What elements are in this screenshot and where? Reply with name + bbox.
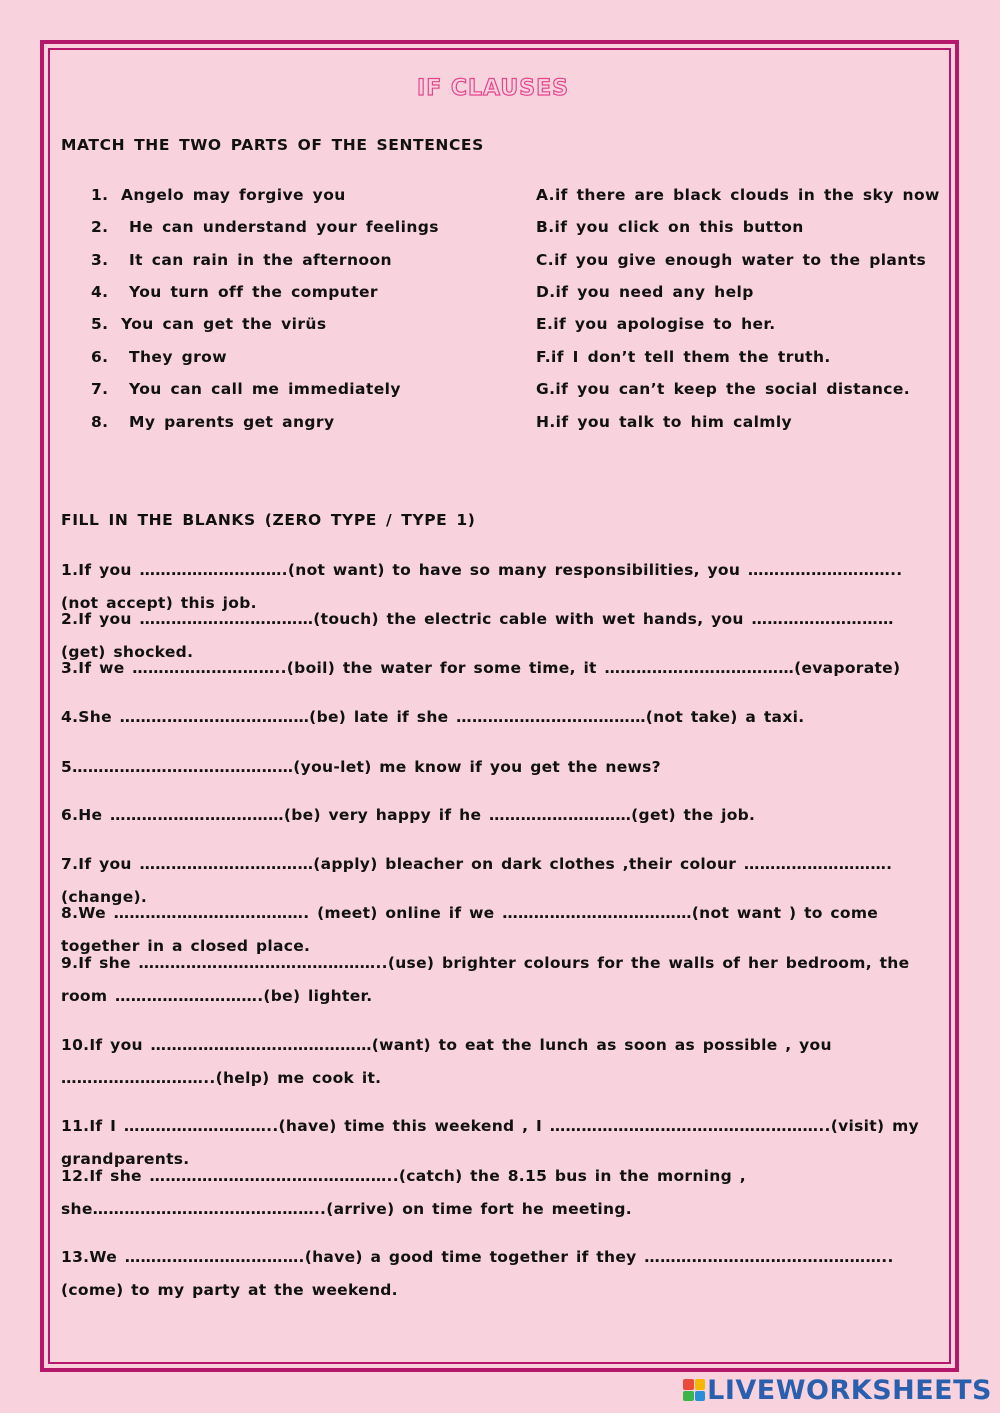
match-left-item-1: 1. Angelo may forgive you <box>91 186 346 204</box>
fill-item-12: 12.If she ………………………………………..(catch) the 8.15 bus in the morning , she……………………………………..(arrive) on time fort he meeting. <box>61 1167 754 1218</box>
fill-item-11: 11.If I ………………………..(have) time this weekend , I ……………………………………………..(visit) my grandparents. <box>61 1117 927 1168</box>
match-left-item-8: 8. My parents get angry <box>91 413 335 431</box>
worksheet-title: IF CLAUSES <box>417 76 569 101</box>
fill-item-7: 7.If you ……………………………(apply) bleacher on dark clothes ,their colour ……………………….(change). <box>61 855 893 906</box>
match-left-item-5: 5. You can get the virüs <box>91 315 327 333</box>
fill-item-2: 2.If you ……………………………(touch) the electric cable with wet hands, you ………………………(get) shocked. <box>61 610 894 661</box>
match-right-item-f: F.if I don’t tell them the truth. <box>536 348 831 366</box>
liveworksheets-logo <box>683 1375 992 1405</box>
match-left-item-4: 4. You turn off the computer <box>91 283 378 301</box>
liveworksheets-icon <box>683 1379 705 1401</box>
fill-item-5: 5……………………………………(you-let) me know if you get the news? <box>61 758 661 776</box>
match-right-item-b: B.if you click on this button <box>536 218 804 236</box>
match-right-item-g: G.if you can’t keep the social distance. <box>536 380 911 398</box>
match-right-item-c: C.if you give enough water to the plants <box>536 251 927 269</box>
fill-item-4: 4.She ………………………………(be) late if she ………………………………(not take) a taxi. <box>61 708 805 726</box>
fill-item-8: 8.We ………………………………. (meet) online if we ………………………………(not want ) to come together in a closed place. <box>61 904 886 955</box>
fill-item-1: 1.If you ……………………….(not want) to have so many responsibilities, you ………………………..(not accept) this job. <box>61 561 903 612</box>
match-left-item-6: 6. They grow <box>91 348 227 366</box>
match-left-item-7: 7. You can call me immediately <box>91 380 401 398</box>
match-left-item-2: 2. He can understand your feelings <box>91 218 439 236</box>
fill-item-13: 13.We …………………………….(have) a good time together if they ………………………………………..(come) to my party at the weekend. <box>61 1248 894 1299</box>
match-left-item-3: 3. It can rain in the afternoon <box>91 251 392 269</box>
liveworksheets-wordmark: LIVEWORKSHEETS <box>707 1374 992 1406</box>
match-right-item-a: A.if there are black clouds in the sky now <box>536 186 940 204</box>
match-right-item-d: D.if you need any help <box>536 283 754 301</box>
match-right-item-h: H.if you talk to him calmly <box>536 413 793 431</box>
fill-heading: FILL IN THE BLANKS (ZERO TYPE / TYPE 1) <box>61 511 476 529</box>
fill-item-9: 9.If she ………………………………………..(use) brighter colours for the walls of her bedroom, the room ……………………….(be) lighter. <box>61 954 918 1005</box>
match-heading: MATCH THE TWO PARTS OF THE SENTENCES <box>61 136 484 154</box>
fill-item-3: 3.If we ………………………..(boil) the water for some time, it ………………………………(evaporate) <box>61 659 901 677</box>
fill-item-6: 6.He ……………………………(be) very happy if he ………………………(get) the job. <box>61 806 756 824</box>
match-right-item-e: E.if you apologise to her. <box>536 315 776 333</box>
fill-item-10: 10.If you ……………………………………(want) to eat the lunch as soon as possible , you ………………………..(help) me cook it. <box>61 1036 840 1087</box>
